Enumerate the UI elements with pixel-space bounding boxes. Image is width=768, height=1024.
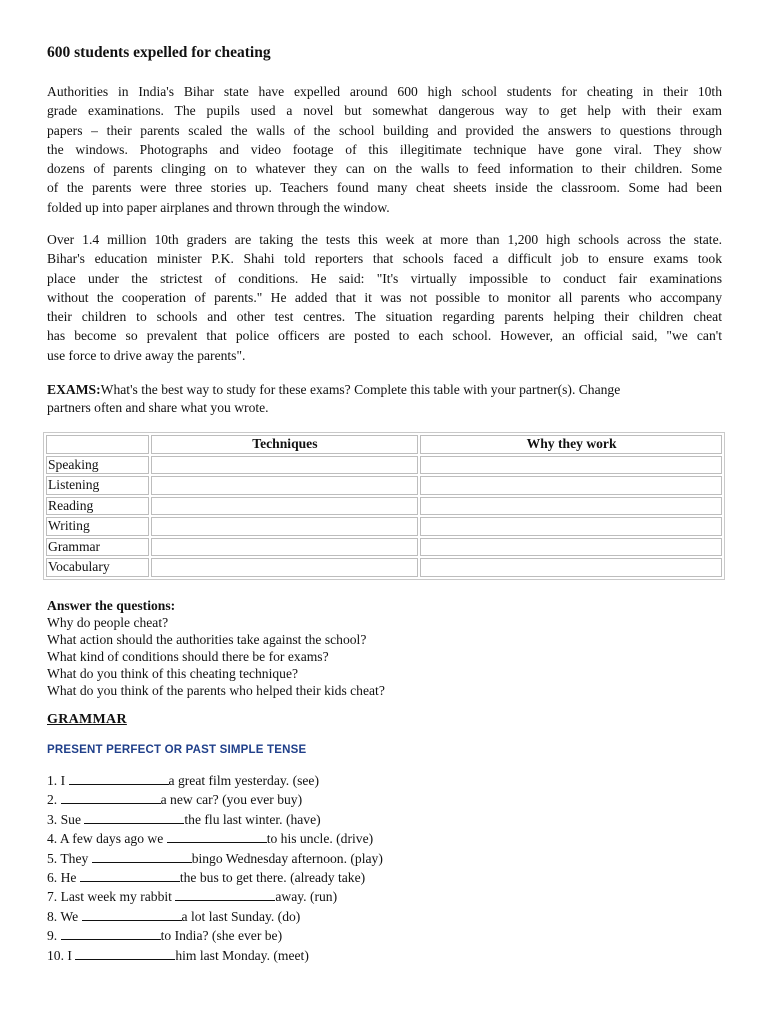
row-label: Grammar [46, 538, 149, 557]
exams-label: EXAMS: [47, 382, 101, 397]
questions-heading: Answer the questions: [47, 598, 176, 613]
paragraph-line: without the cooperation of parents." He added that it was not possible to monitor all parents who accompany [47, 289, 722, 305]
exercise-item [47, 829, 383, 848]
exercise-suffix: away. (run) [275, 889, 338, 905]
techniques-cell[interactable] [151, 517, 419, 536]
answer-blank[interactable] [167, 830, 267, 843]
table-header-techniques: Techniques [151, 435, 419, 454]
table-row [46, 538, 722, 557]
table-header-empty [46, 435, 149, 454]
paragraph-line: of the parents were three stories up. Teachers found many cheat sheets inside the classroom. Some had been [47, 180, 722, 196]
grammar-subheading: PRESENT PERFECT OR PAST SIMPLE TENSE [47, 744, 307, 756]
exercise-suffix: the flu last winter. (have) [184, 811, 321, 827]
row-label: Vocabulary [46, 558, 149, 577]
question-item: What do you think of the parents who helped their kids cheat? [47, 683, 385, 698]
question-item: What kind of conditions should there be for exams? [47, 649, 329, 664]
paragraph-line: has become so prevalent that police officers are posted to each school. However, an official said, "we can't [47, 328, 722, 344]
techniques-cell[interactable] [151, 538, 419, 557]
exercise-suffix: a lot last Sunday. (do) [181, 908, 301, 924]
exercise-item [47, 887, 383, 906]
answer-blank[interactable] [61, 927, 161, 940]
exercise-prefix: 1. I [47, 773, 69, 788]
exercise-suffix: to India? (she ever be) [160, 928, 283, 944]
why-cell[interactable] [420, 476, 722, 495]
exercise-prefix: 6. He [47, 870, 80, 886]
answer-blank[interactable] [80, 869, 180, 882]
question-item: Why do people cheat? [47, 615, 169, 630]
table-row [46, 517, 722, 536]
exams-instructions [47, 381, 722, 417]
exercise-suffix: him last Monday. (meet) [175, 947, 309, 963]
table-row [46, 497, 722, 516]
paragraph-line: use force to drive away the parents". [47, 347, 246, 363]
answer-blank[interactable] [84, 811, 184, 824]
answer-blank[interactable] [69, 772, 169, 785]
exercise-item [47, 946, 383, 965]
exercise-item [47, 790, 383, 809]
exams-text-line-1: What's the best way to study for these exams? Complete this table with your partner(s). Change [100, 382, 621, 397]
exercise-suffix: bingo Wednesday afternoon. (play) [191, 850, 383, 866]
why-cell[interactable] [420, 517, 722, 536]
answer-blank[interactable] [92, 850, 192, 863]
table-header-why: Why they work [420, 435, 722, 454]
exercise-prefix: 10. I [47, 947, 76, 963]
table-row [46, 476, 722, 495]
exercise-prefix: 3. Sue [47, 811, 85, 827]
exercise-item [47, 907, 383, 926]
exercise-item [47, 926, 383, 945]
row-label: Writing [46, 517, 149, 536]
exercise-item [47, 849, 383, 868]
row-label: Reading [46, 497, 149, 516]
article-paragraph-2 [47, 230, 722, 365]
why-cell[interactable] [420, 558, 722, 577]
paragraph-line: folded up into paper airplanes and thrown through the window. [47, 199, 390, 215]
article-title: 600 students expelled for cheating [47, 44, 271, 61]
techniques-cell[interactable] [151, 456, 419, 475]
row-label: Listening [46, 476, 149, 495]
table-row [46, 456, 722, 475]
exams-text-line-2: partners often and share what you wrote. [47, 400, 269, 415]
exercise-item [47, 810, 383, 829]
exercise-item [47, 771, 383, 790]
study-techniques-table [43, 432, 725, 580]
why-cell[interactable] [420, 497, 722, 516]
exercise-prefix: 2. [47, 792, 61, 808]
exercise-suffix: the bus to get there. (already take) [179, 870, 366, 886]
exercise-prefix: 7. Last week my rabbit [47, 889, 176, 905]
why-cell[interactable] [420, 538, 722, 557]
table-header-row [46, 435, 722, 454]
exercise-suffix: a new car? (you ever buy) [160, 792, 303, 808]
techniques-cell[interactable] [151, 558, 419, 577]
answer-blank[interactable] [175, 888, 275, 901]
exercise-suffix: to his uncle. (drive) [266, 831, 374, 847]
paragraph-line: Bihar's education minister P.K. Shahi told reporters that schools faced a difficult job to ensure exams took [47, 251, 722, 267]
paragraph-line: dozens of parents clinging on to whatever they can on the walls to feed information to their children. Some [47, 161, 722, 177]
exercise-suffix: a great film yesterday. (see) [168, 773, 319, 788]
paragraph-line: Over 1.4 million 10th graders are taking the tests this week at more than 1,200 high schools across the state. [47, 232, 722, 247]
techniques-cell[interactable] [151, 476, 419, 495]
exercise-prefix: 9. [47, 928, 61, 944]
exercise-prefix: 8. We [47, 908, 82, 924]
paragraph-line: Authorities in India's Bihar state have expelled around 600 high school students for cheating in their 10th [47, 84, 722, 99]
questions-section [47, 597, 385, 699]
paragraph-line: their children to schools and other test centres. The situation regarding parents helping their children cheat [47, 309, 722, 325]
exercise-prefix: 4. A few days ago we [47, 831, 167, 847]
paragraph-line: grade examinations. The pupils used a novel but somewhat dangerous way to get help with their exam [47, 103, 722, 119]
question-item: What do you think of this cheating technique? [47, 666, 299, 681]
answer-blank[interactable] [61, 791, 161, 804]
paragraph-line: place under the strictest of conditions. He said: "It's virtually impossible to conduct fair examinations [47, 270, 722, 286]
paragraph-line: papers – their parents scaled the walls of the school building and provided the answers to questions through [47, 122, 722, 138]
techniques-cell[interactable] [151, 497, 419, 516]
why-cell[interactable] [420, 456, 722, 475]
exercise-item [47, 868, 383, 887]
exercise-prefix: 5. They [47, 850, 92, 866]
row-label: Speaking [46, 456, 149, 475]
question-item: What action should the authorities take against the school? [47, 632, 367, 647]
table-row [46, 558, 722, 577]
paragraph-line: the windows. Photographs and video footage of this illegitimate technique have gone viral. They show [47, 141, 722, 157]
answer-blank[interactable] [75, 947, 175, 960]
article-paragraph-1 [47, 82, 722, 217]
grammar-heading: GRAMMAR [47, 712, 127, 727]
grammar-exercises [47, 771, 383, 965]
answer-blank[interactable] [82, 908, 182, 921]
